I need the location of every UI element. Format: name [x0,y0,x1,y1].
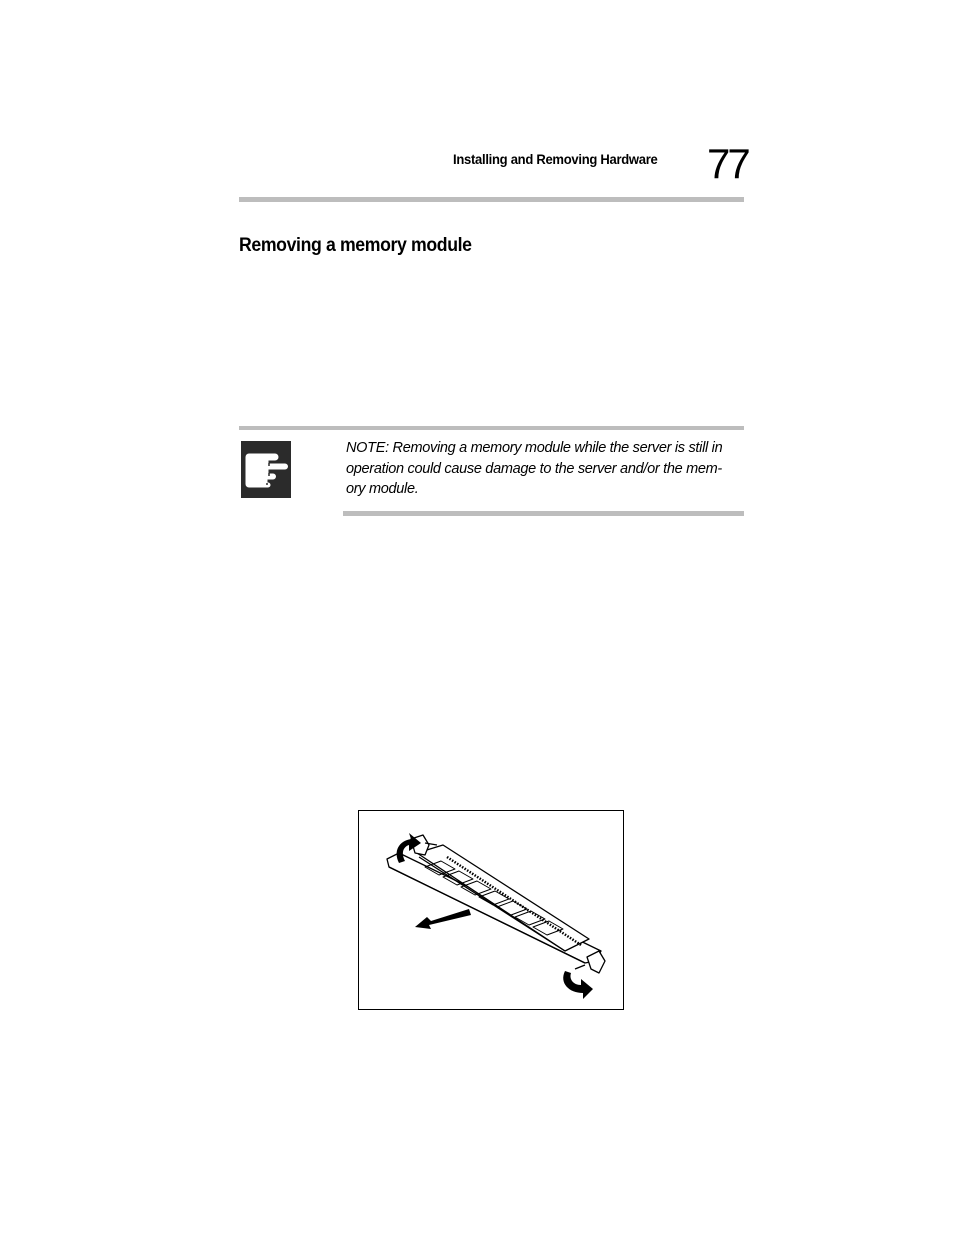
note-line: ory module. [346,481,419,497]
pointing-hand-icon [241,441,291,498]
page-number: 77 [707,140,748,187]
running-header: Installing and Removing Hardware [453,151,658,167]
note-line: NOTE: Removing a memory module while the server is still in [346,440,723,456]
memory-module-figure [358,810,624,1010]
memory-module-removal-illustration [359,811,623,1009]
note-rule-top [239,426,744,430]
section-title: Removing a memory module [239,235,472,256]
note-rule-bottom [343,511,744,516]
header-rule [239,197,744,202]
note-text [346,438,726,500]
note-line: operation could cause damage to the server and/or the mem- [346,460,722,477]
